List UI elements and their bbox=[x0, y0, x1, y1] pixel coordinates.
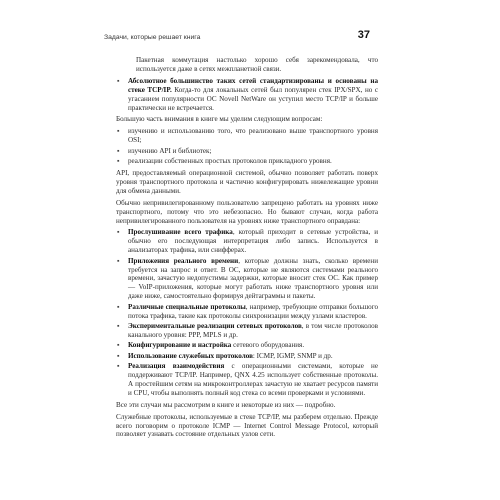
list-item-bold: Использование служебных протоколов bbox=[128, 351, 253, 360]
list-item bbox=[116, 341, 378, 350]
list-item-text: , которые должны знать, сколько времени требуется на запрос и ответ. В ОС, которые не являются системами реального времени, зачастую недопустимы задержки, которые вносит стек ОС. Как пример — VoIP-приложения, которые могут работать ниже транспортного уровня или даже ниже, самостоятельно формируя дейтаграммы и пакеты. bbox=[128, 256, 378, 301]
list-item-text: Когда-то для локальных сетей был популярен стек IPX/SPX, но с угасанием популярности ОС Novell NetWare он уступил место TCP/IP и больше практически не встречается. bbox=[128, 85, 378, 112]
paragraph-focus: Большую часть внимания в книге мы уделим следующим вопросам: bbox=[116, 115, 323, 124]
list-item-text: : ICMP, IGMP, SNMP и др. bbox=[252, 351, 333, 360]
list-item-bold: Конфигурирование и настройка bbox=[128, 341, 232, 350]
paragraph-packet-switching: Пакетная коммутация настолько хорошо себя зарекомендовала, что используется даже в сетях межпланетной связи. bbox=[136, 56, 378, 73]
list-item bbox=[116, 322, 378, 340]
page-header bbox=[0, 0, 500, 41]
questions-list bbox=[116, 127, 378, 166]
page-number: 37 bbox=[357, 29, 370, 41]
paragraph-api: API, предоставляемый операционной системой, обычно позволяет работать поверх уровня транспортного протокола и частично конфигурировать нижележащие уровни для обмена данными. bbox=[116, 168, 378, 195]
list-item: ▪ изучению API и библиотек; bbox=[116, 147, 378, 156]
list-item-text: сетевого оборудования. bbox=[231, 341, 305, 350]
list-item bbox=[116, 362, 378, 398]
list-item bbox=[116, 303, 378, 321]
list-item-bold: Экспериментальные реализации сетевых протоколов bbox=[128, 321, 302, 330]
list-item bbox=[116, 77, 378, 113]
list-item-bold: Приложения реального времени bbox=[128, 256, 239, 265]
paragraph-unprivileged: Обычно непривилегированному пользователю запрещено работать на уровнях ниже транспортного, потому что это небезопасно. Но бывают случаи, когда работа непривилегированного пользователя на уровнях ниже транспортного оправдана: bbox=[116, 198, 378, 225]
list-item-bold: Прослушивание всего трафика bbox=[128, 228, 233, 237]
paragraph-summary: Все эти случаи мы рассмотрим в книге и некоторые из них — подробно. bbox=[116, 400, 336, 409]
list-item-text: , который приходит в сетевые устройства, и обычно его последующая интерпретация либо запись. Используется в анализаторах трафика, или снифферах. bbox=[128, 228, 378, 255]
list-item-bold: Абсолютное большинство таких сетей стандартизированы и основаны на стеке TCP/IP. bbox=[128, 76, 378, 94]
cases-list bbox=[116, 228, 378, 397]
paragraph-icmp: Служебные протоколы, используемые в стеке TCP/IP, мы разберем отдельно. Прежде всего поговорим о протоколе ICMP — Internet Control Message Protocol, который позволяет узнавать состояние отдельных узлов сети. bbox=[116, 412, 378, 439]
list-item: ▪ изучению и использованию того, что реализовано выше транспортного уровня OSI; bbox=[116, 127, 378, 145]
list-item bbox=[116, 228, 378, 255]
list-item-text: с операционными системами, которые не поддерживают TCP/IP. Например, QNX 4.25 использует собственные протоколы. А простейшим сетям на микроконтроллерах зачастую не хватает ресурсов памяти и CPU, чтобы выполнять полный код стека со всеми проверками и условиями. bbox=[128, 362, 379, 397]
list-item: ▪ реализации собственных простых протоколов прикладного уровня. bbox=[116, 157, 378, 166]
list-item-bold: Различные специальные протоколы bbox=[128, 302, 246, 311]
list-item-bold: Реализация взаимодействия bbox=[128, 362, 225, 371]
running-title: Задачи, которые решает книга bbox=[104, 34, 201, 41]
list-item bbox=[116, 352, 378, 361]
tcpip-list bbox=[116, 77, 378, 113]
list-item-text: , в том числе протоколов канального уровня: PPP, MPLS и др. bbox=[128, 321, 378, 339]
list-item bbox=[116, 257, 378, 302]
page-body bbox=[116, 56, 378, 442]
list-item-text: , например, требующие отправки большого потока трафика, такие как протоколы синхронизации между узлами кластеров. bbox=[128, 302, 378, 320]
